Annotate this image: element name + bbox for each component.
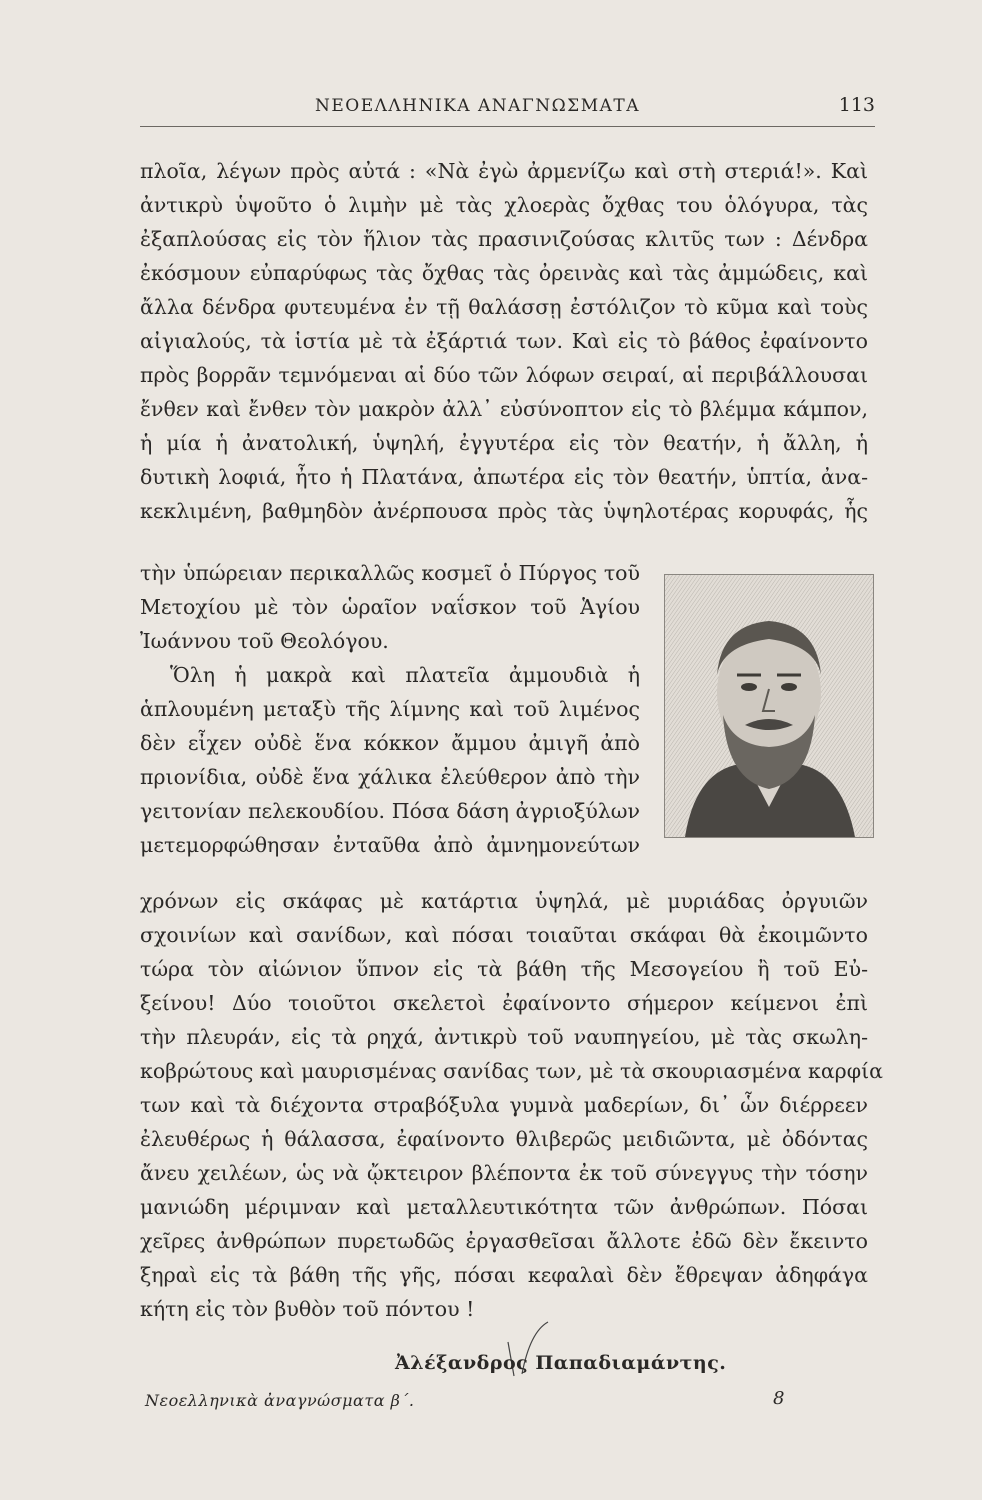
text-line: Ἰωάννου τοῦ Θεολόγου.	[140, 629, 389, 653]
text-line: ἐλευθέρως ἡ θάλασσα, ἐφαίνοντο θλιβερῶς μειδιῶντα, μὲ ὀδόντας	[140, 1127, 868, 1151]
text-line: των καὶ τὰ διέχοντα στραβόξυλα γυμνὰ μαδερίων, δι᾽ ὧν διέρρεεν	[140, 1093, 868, 1117]
portrait-engraving	[665, 575, 873, 837]
text-line: δυτικὴ λοφιά, ἦτο ἡ Πλατάνα, ἀπωτέρα εἰς τὸν θεατήν, ὑπτία, ἀνα-	[140, 465, 868, 489]
text-line: πλοῖα, λέγων πρὸς αὐτά : «Νὰ ἐγὼ ἀρμενίζω καὶ στὴ στεριά!». Καὶ	[140, 159, 868, 183]
text-line: ἄλλα δένδρα φυτευμένα ἐν τῇ θαλάσσῃ ἐστόλιζον τὸ κῦμα καὶ τοὺς	[140, 295, 868, 319]
text-line: πρὸς βορρᾶν τεμνόμεναι αἱ δύο τῶν λόφων σειραί, αἱ περιβάλλουσαι	[140, 363, 868, 387]
page-header	[140, 92, 875, 127]
text-line: χεῖρες ἀνθρώπων πυρετωδῶς ἐργασθεῖσαι ἄλλοτε ἐδῶ δὲν ἔκειντο	[140, 1229, 868, 1253]
text-line: κοβρώτους καὶ μαυρισμένας σανίδας των, μὲ τὰ σκουριασμένα καρφία	[140, 1059, 883, 1083]
text-line: κήτη εἰς τὸν βυθὸν τοῦ πόντου !	[140, 1297, 475, 1321]
text-line: δὲν εἶχεν οὐδὲ ἕνα κόκκον ἄμμου ἀμιγῆ ἀπὸ	[140, 731, 640, 755]
footer-book-title: Νεοελληνικὰ ἀναγνώσματα β΄.	[145, 1391, 415, 1410]
page-number: 113	[838, 94, 875, 116]
text-line: χρόνων εἰς σκάφας μὲ κατάρτια ὑψηλά, μὲ μυριάδας ὀργυιῶν	[140, 889, 868, 913]
text-line: ἐκόσμουν εὐπαρύφως τὰς ὄχθας τὰς ὀρεινὰς καὶ τὰς ἀμμώδεις, καὶ	[140, 261, 868, 285]
text-line: κεκλιμένη, βαθμηδὸν ἀνέρπουσα πρὸς τὰς ὑψηλοτέρας κορυφάς, ἧς	[140, 499, 868, 523]
running-title: ΝΕΟΕΛΛΗΝΙΚΑ ΑΝΑΓΝΩΣΜΑΤΑ	[315, 96, 640, 116]
text-line: ἐξαπλούσας εἰς τὸν ἥλιον τὰς πρασινιζούσας κλιτῦς των : Δένδρα	[140, 227, 868, 251]
text-line: ἀντικρὺ ὑψοῦτο ὁ λιμὴν μὲ τὰς χλοερὰς ὄχθας του ὁλόγυρα, τὰς	[140, 193, 868, 217]
text-line: ξείνου! Δύο τοιοῦτοι σκελετοὶ ἐφαίνοντο σήμερον κείμενοι ἐπὶ	[140, 991, 868, 1015]
footer-signature-mark: 8	[773, 1388, 785, 1409]
text-line: τὴν πλευράν, εἰς τὰ ρηχά, ἀντικρὺ τοῦ ναυπηγείου, μὲ τὰς σκωλη-	[140, 1025, 868, 1049]
author-signature: Ἀλέξανδρος Παπαδιαμάντης.	[395, 1352, 727, 1374]
text-line: τώρα τὸν αἰώνιον ὕπνον εἰς τὰ βάθη τῆς Μεσογείου ἢ τοῦ Εὐ-	[140, 957, 868, 981]
text-line: ξηραὶ εἰς τὰ βάθη τῆς γῆς, πόσαι κεφαλαὶ δὲν ἔθρεψαν ἀδηφάγα	[140, 1263, 868, 1287]
text-line: ἔνθεν καὶ ἔνθεν τὸν μακρὸν ἀλλ᾽ εὐσύνοπτον εἰς τὸ βλέμμα κάμπον,	[140, 397, 868, 421]
text-line: μετεμορφώθησαν ἐνταῦθα ἀπὸ ἀμνημονεύτων	[140, 833, 640, 857]
text-line: ἄνευ χειλέων, ὡς νὰ ᾤκτειρον βλέποντα ἐκ τοῦ σύνεγγυς τὴν τόσην	[140, 1161, 868, 1185]
text-line: ἡ μία ἡ ἀνατολική, ὑψηλή, ἐγγυτέρα εἰς τὸν θεατήν, ἡ ἄλλη, ἡ	[140, 431, 868, 455]
text-line: πριονίδια, οὐδὲ ἕνα χάλικα ἐλεύθερον ἀπὸ τὴν	[140, 765, 640, 789]
text-line: μανιώδη μέριμναν καὶ μεταλλευτικότητα τῶν ἀνθρώπων. Πόσαι	[140, 1195, 868, 1219]
text-line: Μετοχίου μὲ τὸν ὡραῖον ναΐσκον τοῦ Ἁγίου	[140, 595, 640, 619]
text-line: ἁπλουμένη μεταξὺ τῆς λίμνης καὶ τοῦ λιμένος	[140, 697, 640, 721]
text-line: Ὅλη ἡ μακρὰ καὶ πλατεῖα ἀμμουδιὰ ἡ	[170, 663, 640, 687]
text-line: αἰγιαλούς, τὰ ἱστία μὲ τὰ ἐξάρτιά των. Καὶ εἰς τὸ βάθος ἐφαίνοντο	[140, 329, 868, 353]
text-line: γειτονίαν πελεκουδίου. Πόσα δάση ἀγριοξύλων	[140, 799, 640, 823]
text-line: σχοινίων καὶ σανίδων, καὶ πόσαι τοιαῦται σκάφαι θὰ ἐκοιμῶντο	[140, 923, 868, 947]
author-portrait	[664, 574, 874, 838]
text-line: τὴν ὑπώρειαν περικαλλῶς κοσμεῖ ὁ Πύργος τοῦ	[140, 561, 640, 585]
